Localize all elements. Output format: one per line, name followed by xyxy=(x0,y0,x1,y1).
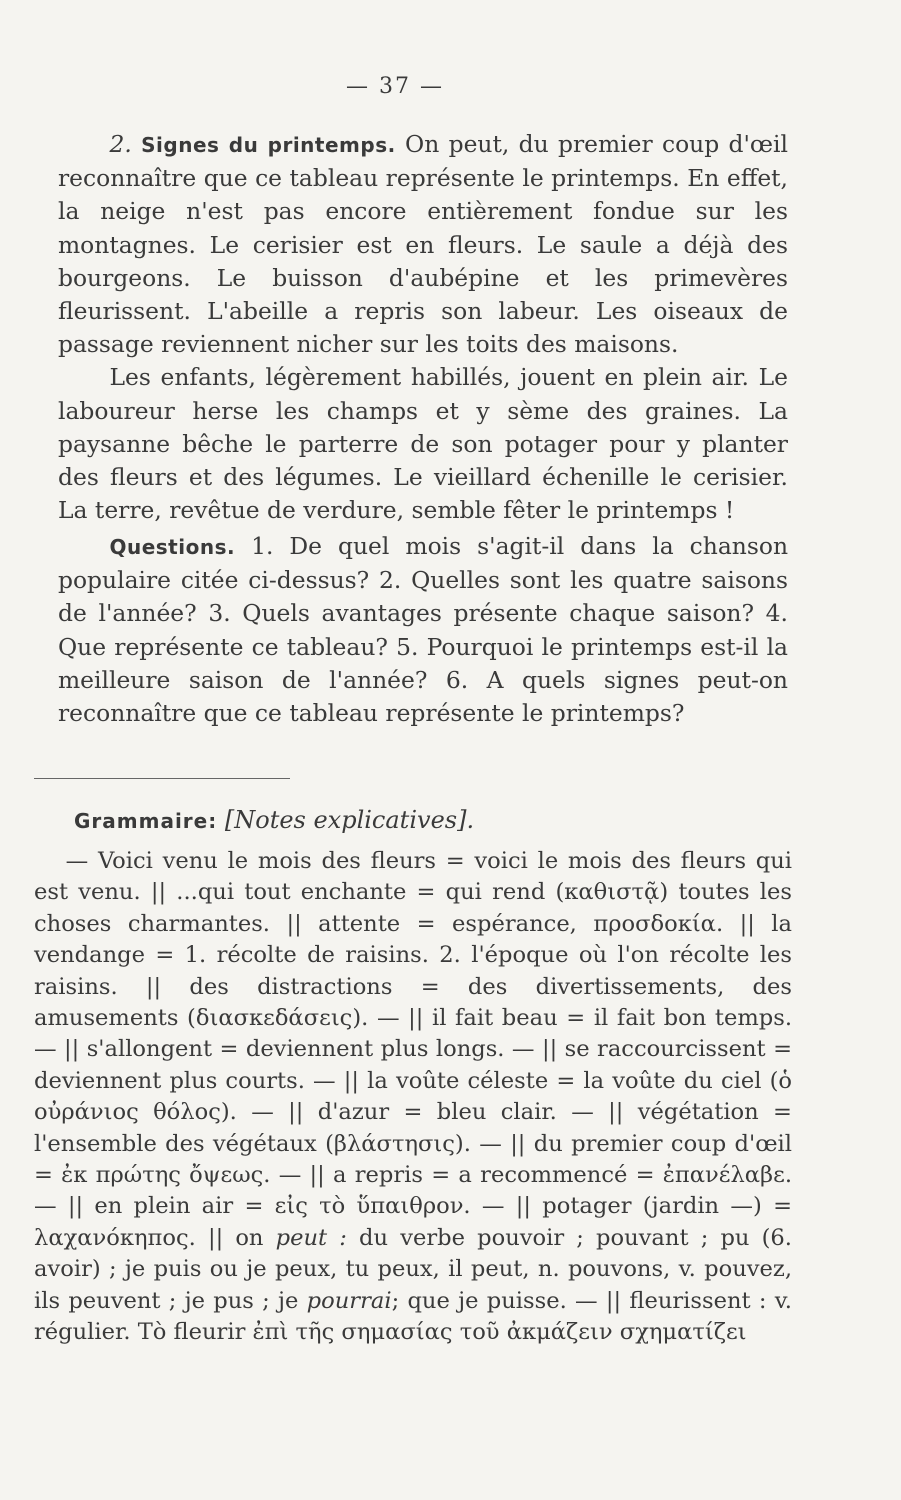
spring-paragraph-1 xyxy=(58,128,788,361)
section-number: 2. xyxy=(109,130,132,158)
questions-title: Questions. xyxy=(109,535,236,559)
grammar-text-3: ; que je puisse. — || fleurissent : v. régulier. Τὸ fleurir ἐπὶ τῆς σημασίας τοῦ ἀκμάζειν σχηματίζει xyxy=(34,1287,792,1346)
grammar-pourrai: pourrai xyxy=(306,1287,392,1314)
grammar-paragraph xyxy=(34,846,792,1349)
grammar-subtitle: [Notes explicatives]. xyxy=(224,806,475,834)
section-title: Signes du printemps. xyxy=(141,133,396,157)
spring-paragraph-2: Les enfants, légèrement habillés, jouent en plein air. Le laboureur herse les champs et y sème des graines. La paysanne bêche le parterre de son potager pour y planter des fleurs et des légumes. Le vieillard échenille le cerisier. La terre, revêtue de verdure, semble fêter le printemps ! xyxy=(58,363,788,525)
spring-text-1: On peut, du premier coup d'œil reconnaître que ce tableau représente le printemps. En effet, la neige n'est pas encore entièrement fondue sur les montagnes. Le cerisier est en fleurs. Le saule a déjà des bourgeons. Le buisson d'aubépine et les primevères fleurissent. L'abeille a repris son labeur. Les oiseaux de passage reviennent nicher sur les toits des maisons. xyxy=(58,130,789,359)
grammar-label: Grammaire: xyxy=(74,809,218,833)
section-grammar-notes xyxy=(34,846,792,1349)
section-questions xyxy=(58,530,788,730)
grammar-peut: peut : xyxy=(275,1224,347,1251)
questions-text: 1. De quel mois s'agit-il dans la chanson populaire citée ci-dessus? 2. Quelles sont les quatre saisons de l'année? 3. Quels avantages présente chaque saison? 4. Que représente ce tableau? 5. Pourquoi le printemps est-il la meilleure saison de l'année? 6. A quels signes peut-on reconnaître que ce tableau représente le printemps? xyxy=(58,532,789,728)
page-number: — 37 — xyxy=(346,74,444,99)
grammar-text-2: du verbe pouvoir ; pouvant ; pu (6. avoir) ; je puis ou je peux, tu peux, il peut, n. pouvons, v. pouvez, ils peuvent ; je pus ; je xyxy=(34,1224,792,1314)
section-divider xyxy=(34,778,290,779)
questions-paragraph xyxy=(58,530,788,730)
grammar-text: — Voici venu le mois des fleurs = voici le mois des fleurs qui est venu. || ...qui tout enchante = qui rend (καθιστᾷ) toutes les choses charmantes. || attente = espérance, προσδοκία. || la vendange = 1. récolte de raisins. 2. l'époque où l'on récolte les raisins. || des distractions = des divertissements, des amusements (διασκεδάσεις). — || il fait beau = il fait bon temps. — || s'allongent = deviennent plus longs. — || se raccourcissent = deviennent plus courts. — || la voûte céleste = la voûte du ciel (ὁ οὐράνιος θόλος). — || d'azur = bleu clair. — || végétation = l'ensemble des végétaux (βλάστησις). — || du premier coup d'œil = ἐκ πρώτης ὄψεως. — || a repris = a recommencé = ἐπανέλαβε. — || en plein air = εἰς τὸ ὕπαιθρον. — || potager (jardin —) = λαχανόκηπος. || on xyxy=(34,848,792,1251)
section-signes-du-printemps xyxy=(58,128,788,527)
grammar-heading xyxy=(74,806,474,834)
